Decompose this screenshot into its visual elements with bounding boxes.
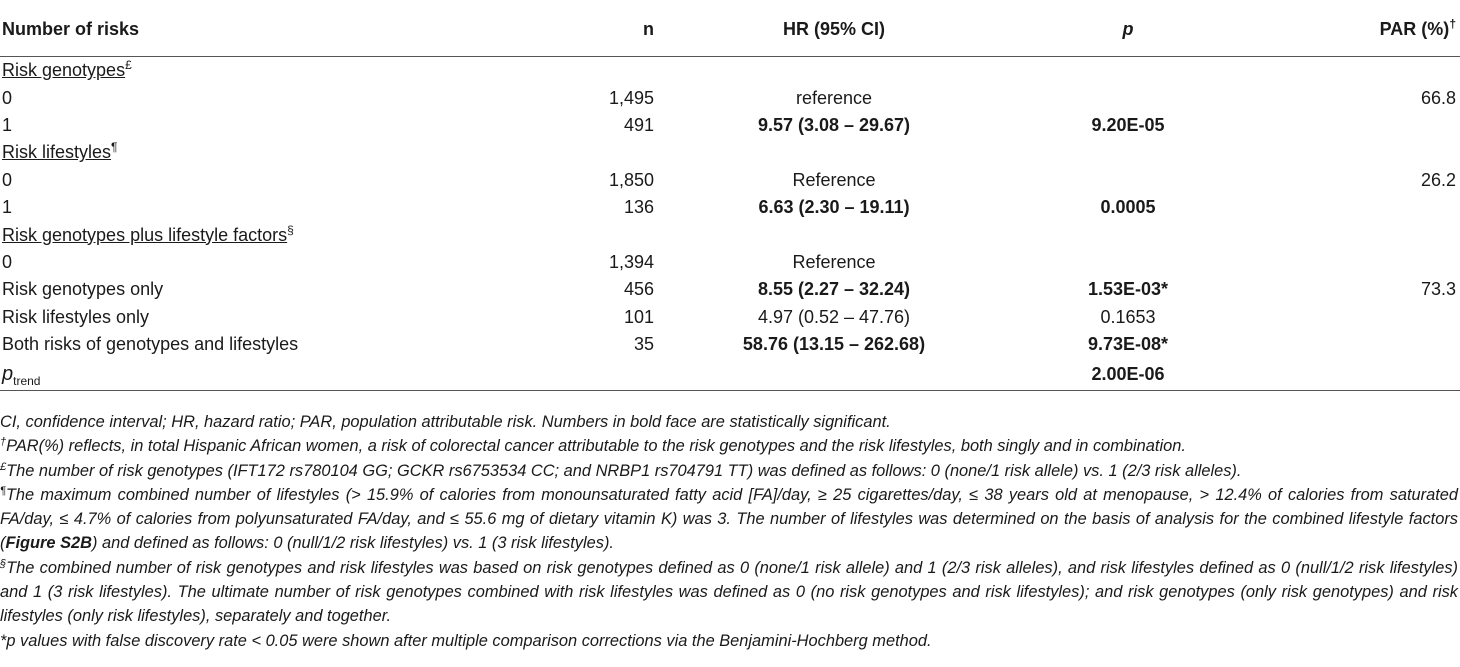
row-n xyxy=(420,358,655,391)
row-label: 0 xyxy=(2,169,13,190)
footnote-genotypes-mark: £ xyxy=(0,460,7,473)
section-genotypes xyxy=(0,57,1460,85)
row-hr xyxy=(655,358,987,391)
section-combined-mark: § xyxy=(287,222,294,237)
header-par-label: PAR (%) xyxy=(1379,18,1450,39)
row-p xyxy=(987,249,1233,276)
footnote-par xyxy=(0,434,1458,458)
trend-sub: trend xyxy=(13,373,41,388)
row-p: 9.73E-08* xyxy=(1087,334,1169,355)
row-p: 1.53E-03* xyxy=(1087,279,1169,300)
section-combined-label: Risk genotypes plus lifestyle factors xyxy=(2,224,288,245)
section-lifestyles-mark: ¶ xyxy=(111,140,118,155)
row-par: 26.2 xyxy=(1420,169,1456,190)
footnote-fdr: *p values with false discovery rate < 0.05 were shown after multiple comparison corrections via the Benjamini-Hochberg method. xyxy=(0,631,932,650)
footnote-combined-mark: § xyxy=(0,557,7,570)
row-n: 491 xyxy=(623,114,654,135)
section-combined xyxy=(0,221,1460,248)
row-label: 1 xyxy=(2,197,13,218)
row-hr: Reference xyxy=(792,251,876,272)
footnote-combined xyxy=(0,556,1458,629)
row-hr: 9.57 (3.08 – 29.67) xyxy=(757,114,911,135)
figure-s2b-link[interactable]: Figure S2B xyxy=(5,534,92,553)
section-row xyxy=(0,57,1460,85)
trend-p-value: 2.00E-06 xyxy=(987,358,1233,391)
header-n: n xyxy=(420,6,655,57)
trend-row xyxy=(0,358,1460,391)
table-footnotes xyxy=(0,410,1458,653)
footnote-lifestyles-text-a: The maximum combined number of lifestyles (> 15.9% of calories from monounsaturated fatty acid [FA]/day, ≥ 25 cigarettes/day, ≤ 38 years old at menopause, > 12.4% of calories from saturated FA/day, ≤ 4.7% of calories from polyunsaturated FA/day, and ≤ 55.6 mg of dietary vitamin K) was 3. The number of lifestyles was determined on the basis of analysis for the combined lifestyle factors ( xyxy=(0,485,1458,553)
row-label: 1 xyxy=(2,114,13,135)
row-label: Both risks of genotypes and lifestyles xyxy=(2,334,299,355)
row-n: 1,495 xyxy=(608,87,654,108)
row-n: 1,394 xyxy=(608,251,654,272)
risk-table xyxy=(0,6,1460,391)
table-row xyxy=(0,276,1460,303)
row-label: 0 xyxy=(2,251,13,272)
footnote-genotypes-text: The number of risk genotypes (IFT172 rs780104 GG; GCKR rs6753534 CC; and NRBP1 rs704791 TT) was defined as follows: 0 (none/1 risk allele) vs. 1 (2/3 risk alleles). xyxy=(6,461,1242,480)
row-p xyxy=(987,167,1233,194)
table-row xyxy=(0,167,1460,194)
table-row xyxy=(0,331,1460,358)
trend-label xyxy=(0,358,420,391)
row-n: 1,850 xyxy=(608,169,654,190)
section-lifestyles xyxy=(0,139,1460,166)
footnote-lifestyles-mark: ¶ xyxy=(0,484,6,497)
footnote-par-text: PAR(%) reflects, in total Hispanic African women, a risk of colorectal cancer attributable to the risk genotypes and the risk lifestyles, both singly and in combination. xyxy=(6,437,1186,456)
row-hr: 4.97 (0.52 – 47.76) xyxy=(757,306,911,327)
table-row xyxy=(0,112,1460,139)
section-row xyxy=(0,221,1460,248)
row-par xyxy=(1233,194,1460,221)
row-par xyxy=(1233,331,1460,358)
section-genotypes-mark: £ xyxy=(125,58,132,73)
section-genotypes-label: Risk genotypes xyxy=(2,60,126,81)
table-row xyxy=(0,194,1460,221)
row-label: Risk lifestyles only xyxy=(2,306,150,327)
row-p: 0.0005 xyxy=(1100,197,1156,218)
row-hr: reference xyxy=(795,87,873,108)
row-p: 0.1653 xyxy=(1100,306,1156,327)
footnote-abbreviations: CI, confidence interval; HR, hazard ratio; PAR, population attributable risk. Numbers in bold face are statistically significant. xyxy=(0,413,891,431)
header-number-of-risks: Number of risks xyxy=(0,6,420,57)
row-n: 101 xyxy=(623,306,654,327)
row-label: 0 xyxy=(2,87,13,108)
row-n: 136 xyxy=(623,197,654,218)
footnote-combined-text: The combined number of risk genotypes and risk lifestyles was based on risk genotypes defined as 0 (none/1 risk allele) and 1 (2/3 risk alleles), and risk lifestyles defined as 0 (null/1/2 risk lifestyles) and 1 (3 risk lifestyles). The ultimate number of risk genotypes combined with risk lifestyles was defined as 0 (no risk genotypes and risk lifestyles); and risk genotypes (only risk genotypes) and risk lifestyles (only risk lifestyles), separately and together. xyxy=(0,558,1458,626)
row-hr: 58.76 (13.15 – 262.68) xyxy=(742,334,926,355)
row-label: Risk genotypes only xyxy=(2,279,164,300)
footnote-lifestyles xyxy=(0,483,1458,556)
header-row xyxy=(0,6,1460,57)
table-row xyxy=(0,304,1460,331)
row-p xyxy=(987,84,1233,111)
section-row xyxy=(0,139,1460,166)
table-row xyxy=(0,84,1460,111)
row-hr: Reference xyxy=(792,169,876,190)
row-n: 35 xyxy=(633,334,654,355)
row-par xyxy=(1233,358,1460,391)
row-p: 9.20E-05 xyxy=(1091,114,1165,135)
footnote-par-mark: † xyxy=(0,436,7,449)
row-par xyxy=(1233,112,1460,139)
row-par: 66.8 xyxy=(1420,87,1456,108)
row-par xyxy=(1233,249,1460,276)
footnote-genotypes xyxy=(0,459,1458,483)
row-n: 456 xyxy=(623,279,654,300)
header-par xyxy=(1233,6,1460,57)
row-par xyxy=(1233,304,1460,331)
footnote-lifestyles-text-b: ) and defined as follows: 0 (null/1/2 risk lifestyles) vs. 1 (3 risk lifestyles). xyxy=(92,534,614,553)
header-hr: HR (95% CI) xyxy=(655,6,987,57)
header-p: p xyxy=(987,6,1233,57)
row-hr: 6.63 (2.30 – 19.11) xyxy=(758,197,910,218)
header-par-mark: † xyxy=(1449,16,1456,31)
table-row xyxy=(0,249,1460,276)
row-par: 73.3 xyxy=(1420,279,1456,300)
row-hr: 8.55 (2.27 – 32.24) xyxy=(757,279,911,300)
section-lifestyles-label: Risk lifestyles xyxy=(2,142,112,163)
trend-p: p xyxy=(2,362,14,385)
